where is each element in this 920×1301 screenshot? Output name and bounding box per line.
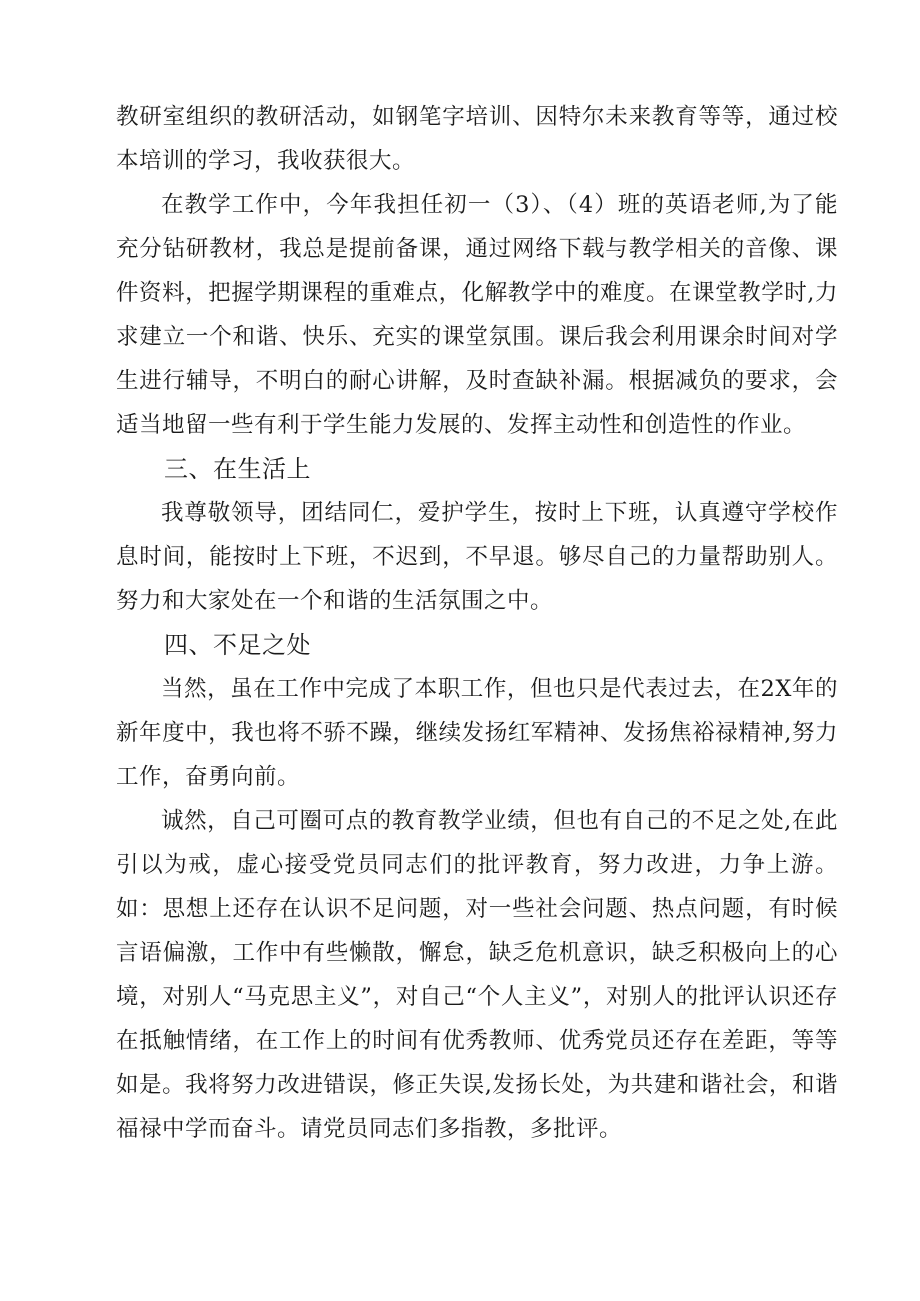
paragraph-shortcomings-intro: 当然，虽在工作中完成了本职工作，但也只是代表过去，在2X年的新年度中，我也将不骄不躁，继续发扬红军精神、发扬焦裕禄精神,努力工作，奋勇向前。: [116, 676, 838, 790]
section-heading-shortcomings: 四、不足之处: [164, 631, 311, 659]
paragraph-teaching-work: 在教学工作中，今年我担任初一（3）、（4）班的英语老师,为了能充分钻研教材，我总是提前备课，通过网络下载与教学相关的音像、课件资料，把握学期课程的重难点，化解教学中的难度。在课堂教学时,力求建立一个和谐、快乐、充实的课堂氛围。课后我会利用课余时间对学生进行辅导，不明白的耐心讲解，及时查缺补漏。根据减负的要求，会适当地留一些有利于学生能力发展的、发挥主动性和创造性的作业。: [116, 192, 838, 438]
paragraph-shortcomings-detail: 诚然，自己可圈可点的教育教学业绩，但也有自己的不足之处,在此引以为戒，虚心接受党员同志们的批评教育，努力改进，力争上游。如：思想上还存在认识不足问题，对一些社会问题、热点问题，有时候言语偏激，工作中有些懒散，懈怠，缺乏危机意识，缺乏积极向上的心境，对别人“马克思主义”，对自己“个人主义”，对别人的批评认识还存在抵触情绪，在工作上的时间有优秀教师、优秀党员还存在差距，等等如是。我将努力改进错误，修正失误,发扬长处，为共建和谐社会，和谐福禄中学而奋斗。请党员同志们多指教，多批评。: [116, 808, 838, 1142]
section-heading-life: 三、在生活上: [164, 455, 311, 483]
paragraph-continuation: 教研室组织的教研活动，如钢笔字培训、因特尔未来教育等等，通过校本培训的学习，我收获很大。: [116, 104, 838, 174]
paragraph-life: 我尊敬领导，团结同仁，爱护学生，按时上下班，认真遵守学校作息时间，能按时上下班，不迟到，不早退。够尽自己的力量帮助别人。努力和大家处在一个和谐的生活氛围之中。: [116, 500, 838, 614]
